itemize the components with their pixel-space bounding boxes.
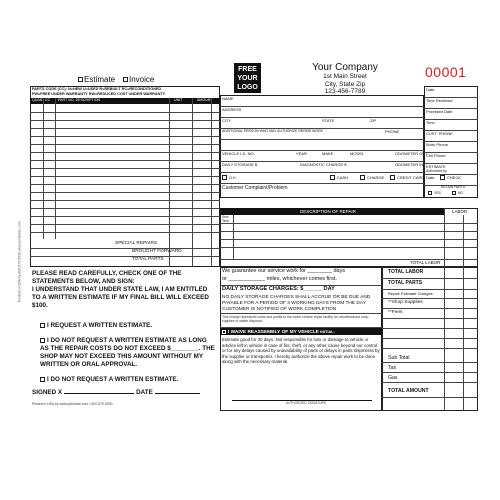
pay-cash-option[interactable] [330, 175, 348, 180]
rc-cust-phone[interactable]: CUST. PHONE [426, 131, 453, 136]
field-city[interactable]: CITY [222, 118, 232, 123]
parts-row-line [30, 160, 220, 161]
parts-row-line [30, 208, 220, 209]
parts-row-line [30, 248, 220, 249]
totals-gas: Gas [388, 375, 398, 381]
parts-row-line [30, 184, 220, 185]
retain-yes-checkbox[interactable] [428, 191, 432, 195]
field-additional-person[interactable]: ADDITIONAL PERSON WHO MAY AUTHORIZE REPAIR WORK [222, 129, 323, 133]
request-estimate-label: I REQUEST A WRITTEN ESTIMATE. [47, 322, 153, 329]
rc-date-2[interactable]: Date [426, 175, 435, 180]
total-parts-label: TOTAL PARTS [132, 257, 164, 262]
authorized-signature-label: AUTHORIZED SIGNATURE [286, 401, 326, 405]
parts-row-line [30, 128, 220, 129]
form-type-selector [78, 74, 188, 84]
total-labor-row-label: TOTAL LABOR [410, 260, 441, 265]
col-quan: QUAN [32, 98, 43, 102]
repair-header [220, 208, 444, 215]
labor-col-header: LABOR [452, 209, 468, 214]
notice-intro: PLEASE READ CAREFULLY, CHECK ONE OF THE STATEMENTS BELOW, AND SIGN: [32, 270, 182, 285]
credit-card-label: CREDIT CARD [397, 175, 425, 180]
parts-row-line [30, 168, 220, 169]
parts-row-line [30, 192, 220, 193]
rc-time[interactable]: Time [426, 120, 435, 125]
ok-checkbox[interactable] [222, 175, 227, 180]
serv-tech-label: Serv. Tech. [222, 215, 230, 223]
company-info [300, 62, 390, 96]
parts-row-line [30, 176, 220, 177]
notice-understand: I UNDERSTAND THAT UNDER STATE LAW, I AM ENTITLED TO A WRITTEN ESTIMATE IF MY FINAL BILL WILL EXCEED $100. [32, 286, 209, 309]
totals-row-line [382, 318, 478, 319]
option-request-estimate[interactable] [40, 322, 215, 330]
credit-card-checkbox[interactable] [390, 175, 395, 180]
totals-row-line [382, 308, 478, 309]
notice-block [32, 270, 217, 310]
guarantee-line-2: or ____________ miles, whichever comes first. [222, 276, 337, 282]
cash-checkbox[interactable] [330, 175, 335, 180]
request-estimate-checkbox[interactable] [40, 323, 45, 328]
col-cc: CC [45, 98, 51, 102]
storage-charges-text: NO DAILY STORAGE CHARGES SHALL ACCRUE OR BE DUE AND PAYABLE FOR A PERIOD OF 3 WORKING DAYS FROM THE DAY CUSTOMER IS NOTIFIED OF WORK COMPLETION [222, 295, 371, 312]
logo-line-2: YOUR [237, 75, 258, 82]
estimate-terms-text: Estimate good for 30 days. Not responsible for loss or damage to vehicle or articles left in vehicle in case of fire, theft, or any other cause beyond our control or for any delays caused by unavailability of parts or delays in parts shipments by the supplier or transporter. I hereby authorize the above repair work to be done along with the necessary material. [222, 337, 380, 364]
check-label: CHECK [447, 175, 462, 180]
estimate-checkbox[interactable] [78, 77, 83, 82]
company-name: Your Company [312, 62, 378, 73]
special-repairs-label: SPECIAL REPAIRS [115, 241, 158, 246]
totals-total-labor: TOTAL LABOR [388, 269, 424, 275]
repair-row-line [220, 231, 478, 232]
rc-time-received[interactable]: Time Received [426, 98, 453, 103]
cash-label: CASH [337, 175, 349, 180]
field-odometer-in[interactable]: ODOMETER IN [395, 162, 424, 167]
parts-row-line [30, 200, 220, 201]
rc-cell-phone[interactable]: Cell Phone [426, 153, 446, 158]
field-year[interactable]: YEAR [296, 151, 307, 156]
totals-total-amount: TOTAL AMOUNT [388, 388, 429, 394]
signature-date-label: DATE [136, 389, 153, 396]
field-odometer-out[interactable]: ODOMETER OUT [395, 151, 428, 156]
limit-estimate-label: I DO NOT REQUEST A WRITTEN ESTIMATE AS LONG AS THE REPAIR COSTS DO NOT EXCEED $________. THE SHOP MAY NOT EXCEED THIS AMOUNT WITHOUT MY WRITTEN OR ORAL APPROVAL. [40, 337, 215, 368]
side-print-text: Printed in USA by 800-579-5930 www.printwise.com [17, 221, 22, 303]
repair-header-label: DESCRIPTION OF REPAIR [300, 208, 356, 214]
no-estimate-label: I DO NOT REQUEST A WRITTEN ESTIMATE. [47, 376, 179, 383]
waive-checkbox[interactable] [222, 330, 226, 334]
field-state[interactable]: STATE [322, 118, 335, 123]
field-daily-storage[interactable]: DAILY STORAGE $ [222, 162, 258, 167]
logo-line-3: LOGO [237, 84, 258, 91]
parts-code-legend-2: FW=FREE UNDER WARRANTY RW=REDUCED COST UNDER WARRANTY [32, 92, 166, 96]
parts-row-line [30, 120, 220, 121]
field-zip[interactable]: ZIP [370, 118, 377, 123]
field-diagnostic-charge[interactable]: DIAGNOSTIC CHARGE $ [300, 162, 347, 167]
totals-total-parts: TOTAL PARTS [388, 280, 423, 286]
field-model[interactable]: MODEL [350, 151, 365, 156]
repair-row-line [220, 247, 478, 248]
totals-shop-supplies: **Shop Supplies [388, 300, 423, 305]
field-phone[interactable]: PHONE [385, 129, 400, 134]
col-amount: AMOUNT [197, 98, 213, 102]
payment-row [222, 175, 237, 180]
rc-estimate[interactable]: ESTIMATE [426, 164, 446, 169]
col-unit: UNIT [174, 98, 183, 102]
company-address: 1st Main Street [323, 73, 367, 80]
totals-row-line [382, 372, 478, 373]
col-part-description: PART NO. DESCRIPTION [58, 98, 101, 102]
rc-retain-no[interactable] [452, 191, 463, 195]
totals-row-line [382, 298, 478, 299]
invoice-label: Invoice [129, 75, 155, 84]
totals-row-line [382, 289, 478, 290]
parts-row-line [30, 144, 220, 145]
field-name[interactable]: NAME [222, 96, 234, 101]
parts-row-line [30, 224, 220, 225]
invoice-option[interactable] [123, 75, 154, 84]
logo-line-1: FREE [238, 66, 257, 73]
storage-charges-title: DAILY STORAGE CHARGES: $______ DAY [222, 286, 335, 292]
shop-charge-text: This charge represents costs and profits to the motor vehicle repair facility for miscellaneous shop supplies or waste disposal. [222, 315, 369, 323]
totals-sub-total: Sub Total [388, 355, 410, 361]
invoice-number: 00001 [425, 64, 467, 80]
pay-credit-option[interactable] [390, 175, 424, 180]
limit-estimate-checkbox[interactable] [40, 338, 45, 343]
logo-placeholder [234, 63, 261, 93]
footer-print: Printed in USA by www.printwise.com • 800-579-5930 [32, 402, 113, 406]
rc-work-phone[interactable]: Work Phone [426, 142, 448, 147]
totals-row-line [382, 397, 478, 398]
company-phone: 123-456-7789 [324, 88, 366, 95]
field-address[interactable]: ADDRESS [222, 107, 242, 112]
parts-row-line [30, 232, 220, 233]
pay-charge-option[interactable] [360, 175, 384, 180]
company-city: City, State Zip [324, 80, 366, 88]
rc-promised-date[interactable]: Promised Date [426, 109, 453, 114]
retain-no-label: NO [458, 191, 464, 195]
charge-label: CHARGE [367, 175, 385, 180]
field-make[interactable]: MAKE [322, 151, 334, 156]
no-estimate-checkbox[interactable] [40, 377, 45, 382]
parts-code-legend-1: PARTS CODE (CC): N=NEW U=USED R=REBUILT RC=RECONDITIONED [32, 87, 162, 91]
field-vehicle-id[interactable]: VEHICLE I.D. NO. [222, 151, 255, 156]
repair-row-line [220, 239, 478, 240]
parts-row-line [30, 216, 220, 217]
totals-row-line [382, 338, 478, 339]
parts-row-line [30, 136, 220, 137]
totals-repair-estimate: Repair Estimate Charges [388, 291, 433, 296]
estimate-label: Estimate [84, 75, 116, 84]
signed-label: SIGNED X [32, 389, 63, 396]
rc-date[interactable]: Date [426, 87, 435, 92]
totals-row-line [382, 348, 478, 349]
initial-label: INITIAL: [320, 329, 335, 334]
retain-no-checkbox[interactable] [452, 191, 456, 195]
customer-complaint-label: Customer Complaint/Problem [222, 185, 288, 191]
option-limit-estimate[interactable] [40, 337, 215, 369]
option-no-estimate[interactable] [40, 376, 215, 384]
totals-row-line [382, 382, 478, 383]
estimate-option[interactable] [78, 75, 115, 84]
totals-fees: **Fees [388, 310, 403, 315]
totals-row-line [382, 362, 478, 363]
rc-authorized-by[interactable]: Authorized by [426, 169, 447, 173]
rc-retain-parts: RETAIN PARTS [441, 185, 466, 189]
retain-yes-label: YES [434, 191, 441, 195]
totals-row-line [382, 278, 478, 279]
parts-row-line [30, 152, 220, 153]
brought-forward-label: BROUGHT FORWARD [132, 249, 182, 254]
parts-row-line [30, 112, 220, 113]
rc-retain-yes[interactable] [428, 191, 441, 195]
parts-row-line [30, 256, 220, 257]
invoice-checkbox[interactable] [123, 77, 128, 82]
repair-row-line [220, 223, 478, 224]
waive-reassembly[interactable] [222, 330, 335, 336]
totals-row-line [382, 328, 478, 329]
ok-label: O.K. [229, 175, 238, 180]
guarantee-line-1: We guarantee our service work for ________ days [222, 268, 346, 274]
signature-line[interactable] [32, 389, 200, 397]
totals-tax: Tax [388, 365, 397, 371]
waive-label: I WAIVE REASSEMBLY OF MY VEHICLE [228, 329, 319, 335]
charge-checkbox[interactable] [360, 175, 365, 180]
